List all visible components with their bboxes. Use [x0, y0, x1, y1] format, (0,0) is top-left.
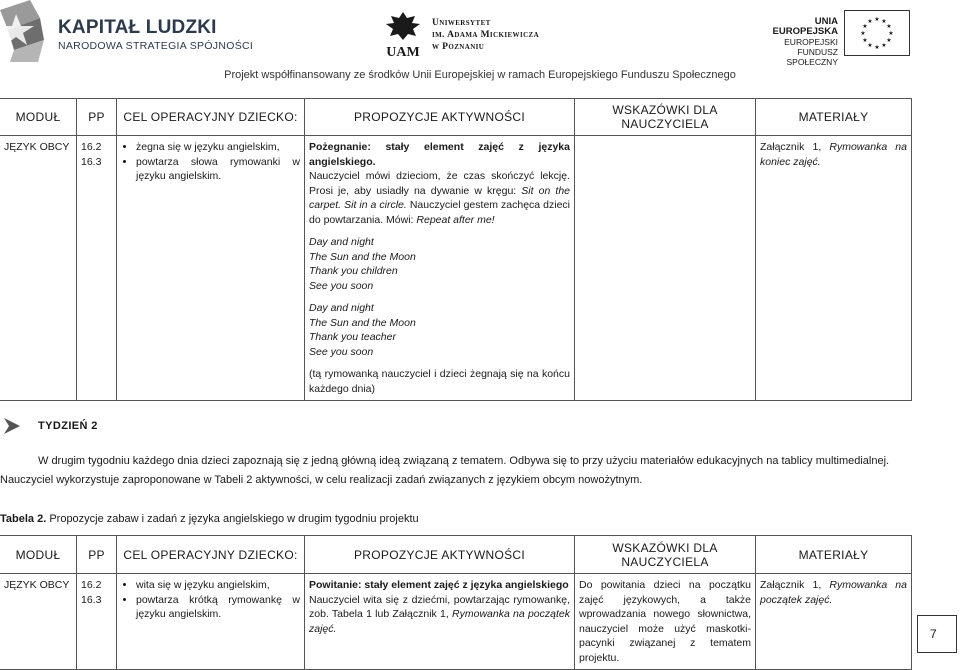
activity-english-phrase: Repeat after me!: [416, 213, 495, 226]
uam-line1: Uniwersytet: [432, 18, 491, 28]
activity-note: (tą rymowanką nauczyciel i dzieci żegnają się na końcu każdego dnia): [309, 368, 570, 395]
cell-wskazowki: [575, 574, 756, 670]
cell-propozycje: [305, 574, 575, 670]
activity-description: [309, 169, 570, 227]
col-header-pp: PP: [77, 99, 117, 136]
activity-title: Powitanie: stały element zajęć z języka angielskiego: [309, 579, 569, 591]
activity-text: Nauczyciel gestem zachęca dzieci do powtarzania. Mówi:: [309, 199, 570, 226]
materialy-text: Załącznik 1,: [760, 579, 830, 591]
col-header-wskazowki: WSKAZÓWKI DLA NAUCZYCIELA: [575, 536, 756, 574]
svg-text:★: ★: [860, 30, 866, 37]
kapital-ludzki-wordmark: [58, 18, 253, 52]
col-header-propozycje: PROPOZYCJE AKTYWNOŚCI: [305, 99, 575, 136]
page-number-box: [917, 615, 957, 653]
rhyme-verse-1: [309, 235, 570, 293]
project-funding-line: Projekt współfinansowany ze środków Unii Europejskiej w ramach Europejskiego Funduszu Społecznego: [224, 69, 736, 81]
cell-modul: [0, 136, 77, 401]
rhyme-line: Day and night: [309, 236, 374, 248]
col-header-cel: CEL OPERACYJNY DZIECKO:: [117, 99, 305, 136]
cel-item: • wita się w języku angielskim,: [136, 578, 300, 593]
rhyme-line: See you soon: [309, 345, 374, 358]
cel-item: • powtarza krótką rymowankę w języku angielskim.: [136, 593, 300, 622]
page-header: [0, 0, 960, 90]
uam-line3: w Poznaniu: [432, 42, 485, 52]
svg-text:★: ★: [867, 18, 873, 25]
rhyme-line: Day and night: [309, 302, 374, 314]
pp-value-1: 16.2: [81, 141, 102, 153]
col-header-pp: PP: [77, 536, 117, 574]
cell-cel: [117, 574, 305, 670]
activity-table-1: [0, 98, 912, 401]
col-header-propozycje: PROPOZYCJE AKTYWNOŚCI: [305, 536, 575, 574]
section-arrow-icon: [4, 418, 20, 434]
rhyme-line: The Sun and the Moon: [309, 316, 416, 329]
eu-title: UNIA EUROPEJSKA: [772, 16, 838, 37]
caption-text: Propozycje zabaw i zadań z języka angielskiego w drugim tygodniu projektu: [46, 513, 419, 525]
cell-pp: [77, 136, 117, 401]
svg-text:★: ★: [886, 37, 892, 44]
rhyme-verse-2: [309, 301, 570, 359]
rhyme-line: See you soon: [309, 279, 374, 292]
table-row: [0, 136, 912, 401]
cel-item: • powtarza słowa rymowanki w języku angielskim.: [136, 155, 300, 184]
table-row: [0, 574, 912, 670]
svg-text:★: ★: [886, 23, 892, 30]
pp-value-2: 16.3: [81, 593, 102, 606]
cell-cel: [117, 136, 305, 401]
svg-text:★: ★: [867, 42, 873, 49]
table-header-row: [0, 536, 912, 574]
eu-wordmark: [752, 17, 838, 67]
materialy-title: Rymowanka na początek zajęć.: [760, 579, 907, 606]
col-header-materialy: MATERIAŁY: [756, 99, 912, 136]
materialy-text: Załącznik 1,: [760, 141, 830, 153]
rhyme-line: Thank you teacher: [309, 331, 396, 343]
page-number: 7: [930, 627, 937, 641]
col-header-cel: CEL OPERACYJNY DZIECKO:: [117, 536, 305, 574]
svg-text:★: ★: [881, 18, 887, 25]
pp-value-2: 16.3: [81, 155, 102, 168]
modul-value: JĘZYK OBCY: [4, 141, 70, 153]
rhyme-line: The Sun and the Moon: [309, 250, 416, 263]
materialy-title: Rymowanka na koniec zajęć.: [760, 141, 907, 168]
col-header-wskazowki: WSKAZÓWKI DLA NAUCZYCIELA: [575, 99, 756, 136]
svg-text:★: ★: [862, 23, 868, 30]
activity-title: Pożegnanie: stały element zajęć z języka angielskiego.: [309, 141, 570, 168]
uam-line2: im. Adama Mickiewicza: [432, 30, 540, 40]
week-description-line: W drugim tygodniu każdego dnia dzieci zapoznają się z jedną główną ideą związaną z tematem. Odbywa się to przy użyciu materiałów edukacyjnych na tablicy multimedialnej.: [38, 455, 890, 467]
svg-text:★: ★: [874, 16, 880, 23]
wskazowki-text: Do powitania dzieci na początku zajęć językowych, a także wprowadzania nowego słownictwa, nauczyciel może użyć maskotki-pacynki związanej z tematem projektu.: [579, 579, 751, 664]
pp-value-1: 16.2: [81, 579, 102, 591]
col-header-materialy: MATERIAŁY: [756, 536, 912, 574]
eu-line1: EUROPEJSKI: [784, 37, 838, 47]
cel-list: [121, 578, 300, 622]
cell-modul: [0, 574, 77, 670]
week-description: [0, 452, 912, 490]
table-header-row: [0, 99, 912, 136]
activity-text: Nauczyciel wita się z dziećmi, powtarzając rymowankę, zob. Tabela 1 lub Załącznik 1,: [309, 593, 570, 620]
activity-table-2: [0, 535, 912, 670]
rhyme-line: Thank you children: [309, 265, 398, 277]
eu-flag-icon: [844, 10, 910, 56]
col-header-modul: MODUŁ: [0, 99, 77, 136]
activity-text: Nauczyciel mówi dzieciom, że czas skończyć lekcję. Prosi je, aby usiadły na dywanie w kręgu:: [309, 170, 570, 197]
cel-list: [121, 140, 300, 184]
kl-title: KAPITAŁ LUDZKI: [58, 17, 217, 38]
cell-pp: [77, 574, 117, 670]
cell-materialy: [756, 574, 912, 670]
activity-description: [309, 593, 570, 637]
uam-wordmark: [432, 17, 539, 53]
kapital-ludzki-logo: [0, 0, 46, 62]
cell-materialy: [756, 136, 912, 401]
svg-text:★: ★: [874, 44, 880, 51]
cell-wskazowki: [575, 136, 756, 401]
caption-label: Tabela 2.: [0, 513, 47, 525]
svg-text:★: ★: [862, 37, 868, 44]
modul-value: JĘZYK OBCY: [4, 579, 70, 591]
svg-text:UAM: UAM: [386, 45, 420, 60]
eu-line2: FUNDUSZ SPOŁECZNY: [786, 47, 838, 67]
svg-text:★: ★: [888, 30, 894, 37]
week-description-line: Nauczyciel wykorzystuje zaproponowane w Tabeli 2 aktywności, w celu realizacji zadań związanych z językiem obcym nowożytnym.: [0, 474, 643, 486]
cel-item: • żegna się w języku angielskim,: [136, 140, 300, 155]
cell-propozycje: [305, 136, 575, 401]
uam-crest-logo: [382, 10, 424, 60]
activity-english-phrase: Sit on the carpet. Sit in a circle.: [309, 184, 570, 211]
svg-text:★: ★: [881, 42, 887, 49]
table-caption: [0, 513, 419, 525]
col-header-modul: MODUŁ: [0, 536, 77, 574]
kl-subtitle: NARODOWA STRATEGIA SPÓJNOŚCI: [58, 40, 254, 52]
activity-english-phrase: Rymowanka na początek zajęć.: [309, 608, 570, 635]
week-heading: TYDZIEŃ 2: [38, 420, 98, 432]
